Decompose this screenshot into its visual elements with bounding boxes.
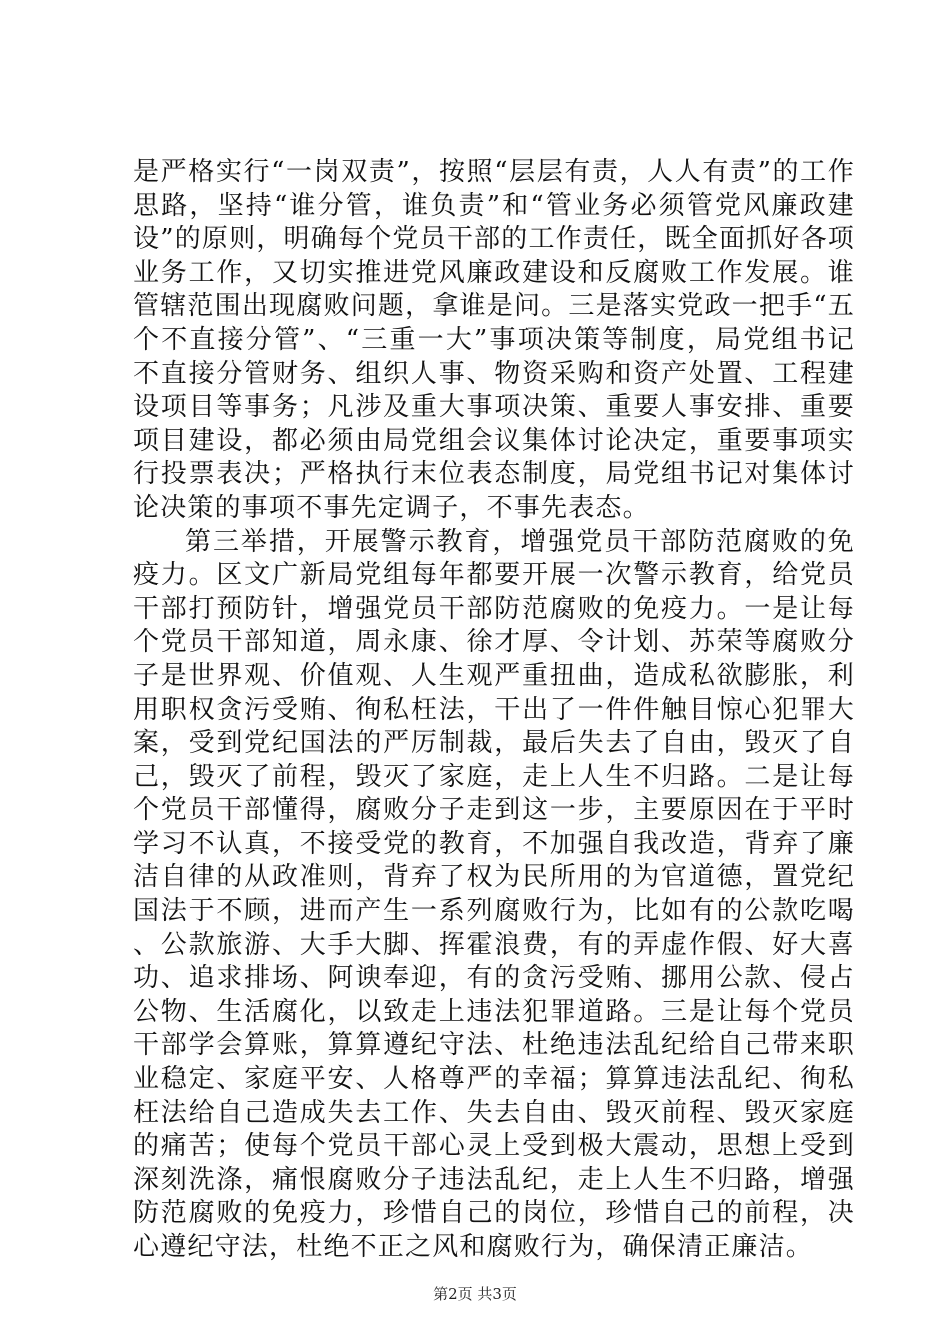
- page-number-label: 第2页 共3页: [433, 1285, 517, 1303]
- document-body: [133, 156, 855, 1265]
- page-footer: [0, 1284, 950, 1304]
- paragraph-third-measure: 第三举措，开展警示教育，增强党员干部防范腐败的免疫力。区文广新局党组每年都要开展一次警示教育，给党员干部打预防针，增强党员干部防范腐败的免疫力。一是让每个党员干部知道，周永康、徐才厚、令计划、苏荣等腐败分子是世界观、价值观、人生观严重扭曲，造成私欲膨胀，利用职权贪污受贿、徇私枉法，干出了一件件触目惊心犯罪大案，受到党纪国法的严厉制裁，最后失去了自由，毁灭了自己，毁灭了前程，毁灭了家庭，走上人生不归路。二是让每个党员干部懂得，腐败分子走到这一步，主要原因在于平时学习不认真，不接受党的教育，不加强自我改造，背弃了廉洁自律的从政准则，背弃了权为民所用的为官道德，置党纪国法于不顾，进而产生一系列腐败行为，比如有的公款吃喝、公款旅游、大手大脚、挥霍浪费，有的弄虚作假、好大喜功、追求排场、阿谀奉迎，有的贪污受贿、挪用公款、侵占公物、生活腐化，以致走上违法犯罪道路。三是让每个党员干部学会算账，算算遵纪守法、杜绝违法乱纪给自己带来职业稳定、家庭平安、人格尊严的幸福；算算违法乱纪、徇私枉法给自己造成失去工作、失去自由、毁灭前程、毁灭家庭的痛苦；使每个党员干部心灵上受到极大震动，思想上受到深刻洗涤，痛恨腐败分子违法乱纪，走上人生不归路，增强防范腐败的免疫力，珍惜自己的岗位，珍惜自己的前程，决心遵纪守法，杜绝不正之风和腐败行为，确保清正廉洁。: [133, 526, 855, 1262]
- paragraph-continuation: 是严格实行“一岗双责”，按照“层层有责，人人有责”的工作思路，坚持“谁分管，谁负责”和“管业务必须管党风廉政建设”的原则，明确每个党员干部的工作责任，既全面抓好各项业务工作，又切实推进党风廉政建设和反腐败工作发展。谁管辖范围出现腐败问题，拿谁是问。三是落实党政一把手“五个不直接分管”、“三重一大”事项决策等制度，局党组书记不直接分管财务、组织人事、物资采购和资产处置、工程建设项目等事务；凡涉及重大事项决策、重要人事安排、重要项目建设，都必须由局党组会议集体讨论决定，重要事项实行投票表决；严格执行末位表态制度，局党组书记对集体讨论决策的事项不事先定调子，不事先表态。: [133, 157, 855, 523]
